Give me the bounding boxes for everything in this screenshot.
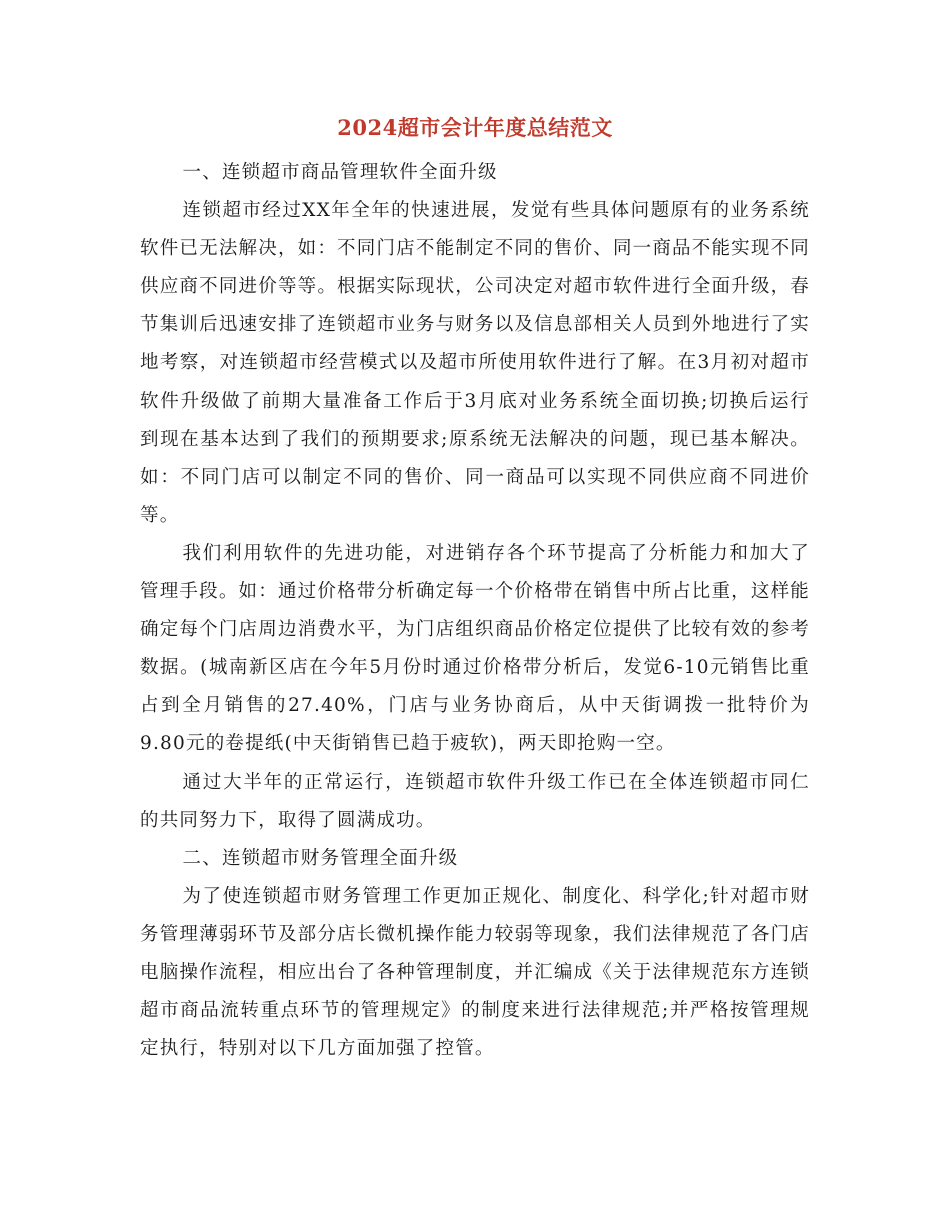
section-heading-2: 二、连锁超市财务管理全面升级 — [182, 847, 459, 869]
paragraph-price-band-analysis: 我们利用软件的先进功能，对进销存各个环节提高了分析能力和加大了管理手段。如：通过价格带分析确定每一个价格带在销售中所占比重，这样能确定每个门店周边消费水平，为门店组织商品价格定位提供了比较有效的参考数据。(城南新区店在今年5月份时通过价格带分析后，发觉6-10元销售比重占到全月销售的27.40%，门店与业务协商后，从中天街调拨一批特价为9.80元的卷提纸(中天街销售已趋于疲软)，两天即抢购一空。 — [140, 542, 810, 755]
paragraph-finance-management: 为了使连锁超市财务管理工作更加正规化、制度化、科学化;针对超市财务管理薄弱环节及部分店长微机操作能力较弱等现象，我们法律规范了各门店电脑操作流程，相应出台了各种管理制度，并汇编成《关于法律规范东方连锁超市商品流转重点环节的管理规定》的制度来进行法律规范;并严格按管理规定执行，特别对以下几方面加强了控管。 — [140, 885, 810, 1060]
paragraph-upgrade-success: 通过大半年的正常运行，连锁超市软件升级工作已在全体连锁超市同仁的共同努力下，取得了圆满成功。 — [140, 771, 810, 831]
paragraph-software-upgrade: 连锁超市经过XX年全年的快速进展，发觉有些具体问题原有的业务系统软件已无法解决，如：不同门店不能制定不同的售价、同一商品不能实现不同供应商不同进价等等。根据实际现状，公司决定对超市软件进行全面升级，春节集训后迅速安排了连锁超市业务与财务以及信息部相关人员到外地进行了实地考察，对连锁超市经营模式以及超市所使用软件进行了解。在3月初对超市软件升级做了前期大量准备工作后于3月底对业务系统全面切换;切换后运行到现在基本达到了我们的预期要求;原系统无法解决的问题，现已基本解决。如：不同门店可以制定不同的售价、同一商品可以实现不同供应商不同进价等。 — [140, 200, 810, 526]
document-body — [140, 154, 810, 1068]
section-heading-1: 一、连锁超市商品管理软件全面升级 — [182, 162, 498, 183]
document-title: 2024超市会计年度总结范文 — [337, 115, 613, 140]
